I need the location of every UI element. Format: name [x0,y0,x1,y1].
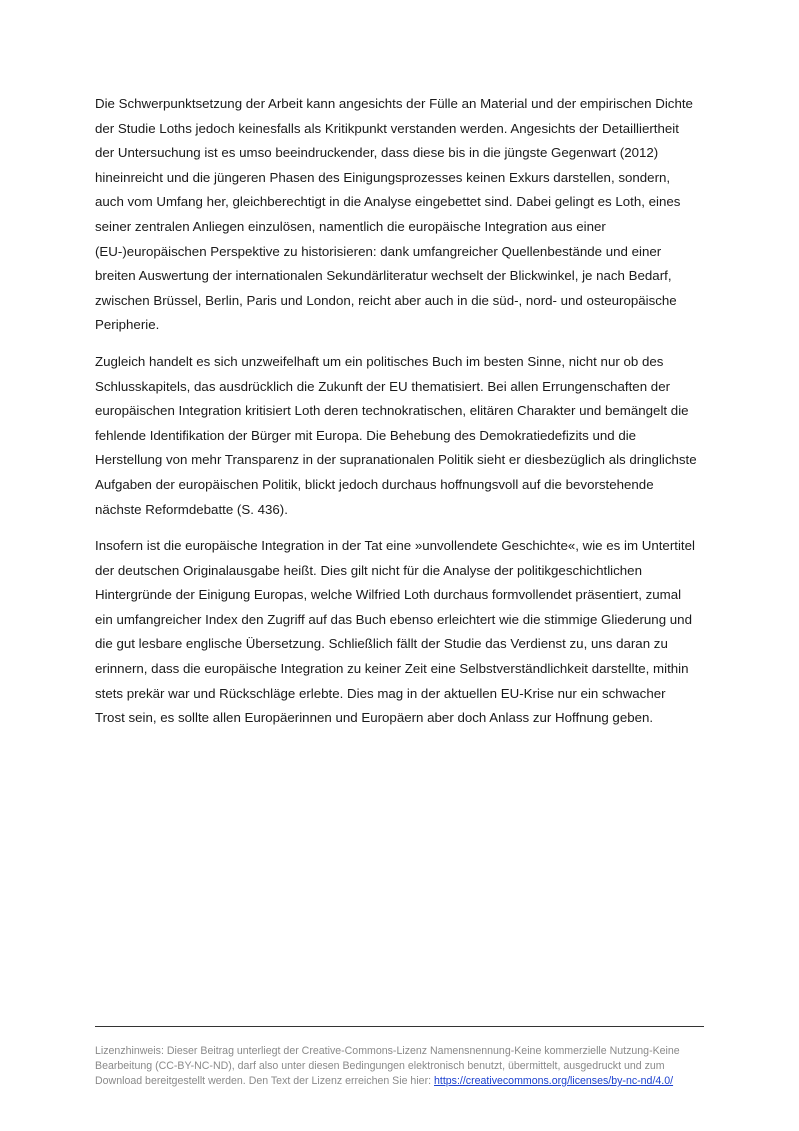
license-link[interactable]: https://creativecommons.org/licenses/by-nc-nd/4.0/ [434,1075,674,1087]
text-line: hineinreicht und die jüngeren Phasen des Einigungsprozesses keinen Exkurs darstellen, sondern, [95,169,671,185]
text-line: ein umfangreicher Index den Zugriff auf das Buch ebenso erleichtert wie die stimmige Gliederung und [95,611,692,627]
paragraph-spacer [95,338,715,350]
text-line: der deutschen Originalausgabe heißt. Dies gilt nicht für die Analyse der politikgeschichtlichen [95,562,642,578]
text-line: (EU-)europäischen Perspektive zu historisieren: dank umfangreicher Quellenbestände und einer [95,243,662,259]
footer-line: Bearbeitung (CC-BY-NC-ND), darf also unter diesen Bedingungen elektronisch benutzt, übermittelt, ausgedruckt und zum [95,1060,665,1072]
text-line: Schlusskapitels, das ausdrücklich die Zukunft der EU thematisiert. Bei allen Errungenschaften der [95,378,671,394]
footer-line: Lizenzhinweis: Dieser Beitrag unterliegt der Creative-Commons-Lizenz Namensnennung-Keine kommerzielle Nutzung-Keine [95,1045,680,1057]
text-line: Die Schwerpunktsetzung der Arbeit kann angesichts der Fülle an Material und der empirischen Dichte [95,96,693,111]
text-line: erinnern, dass die europäische Integration zu keiner Zeit eine Selbstverständlichkeit darstellte, mithin [95,661,689,677]
text-line: die gut lesbare englische Übersetzung. Schließlich fällt der Studie das Verdienst zu, uns daran zu [95,636,668,652]
footer-line-prefix: Download bereitgestellt werden. Den Text der Lizenz erreichen Sie hier: [95,1075,434,1087]
article-body [95,92,715,731]
text-line: der Untersuchung ist es umso beeindruckender, dass diese bis in die jüngste Gegenwart (2012) [95,145,659,161]
text-line: nächste Reformdebatte (S. 436). [95,501,288,517]
paragraph-1 [95,92,715,338]
text-line: Aufgaben der europäischen Politik, blickt jedoch durchaus hoffnungsvoll auf die bevorstehende [95,476,654,492]
paragraph-3 [95,534,715,731]
text-line: breiten Auswertung der internationalen Sekundärliteratur wechselt der Blickwinkel, je nach Bedarf, [95,268,672,284]
text-line: Insofern ist die europäische Integration in der Tat eine »unvollendete Geschichte«, wie es im Untertitel [95,538,695,554]
text-line: der Studie Loths jedoch keinesfalls als Kritikpunkt verstanden werden. Angesichts der Detailliertheit [95,120,679,136]
text-line: auch vom Umfang her, gleichberechtigt in die Analyse eingebettet sind. Dabei gelingt es Loth, eines [95,194,681,210]
footer-line-with-link [95,1074,735,1089]
text-line: Peripherie. [95,317,160,333]
text-line: fehlende Identifikation der Bürger mit Europa. Die Behebung des Demokratiedefizits und die [95,427,637,443]
text-line: stets prekär war und Rückschläge erlebte. Dies mag in der aktuellen EU-Krise nur ein schwacher [95,685,666,701]
text-line: zwischen Brüssel, Berlin, Paris und London, reicht aber auch in die süd-, nord- und osteuropäische [95,292,677,308]
text-line: Herstellung von mehr Transparenz in der supranationalen Politik sieht er diesbezüglich als dringlichste [95,452,697,468]
footer-divider [95,1026,704,1027]
paragraph-spacer [95,522,715,534]
text-line: Trost sein, es sollte allen Europäerinnen und Europäern aber doch Anlass zur Hoffnung geben. [95,710,654,726]
text-line: seiner zentralen Anliegen einzulösen, namentlich die europäische Integration aus einer [95,218,606,234]
license-footer [95,1044,735,1089]
paragraph-2 [95,350,715,522]
text-line: Hintergründe der Einigung Europas, welche Wilfried Loth durchaus formvollendet präsentiert, zumal [95,587,682,603]
text-line: europäischen Integration kritisiert Loth deren technokratischen, elitären Charakter und bemängelt die [95,403,689,419]
text-line: Zugleich handelt es sich unzweifelhaft um ein politisches Buch im besten Sinne, nicht nur ob des [95,353,664,369]
